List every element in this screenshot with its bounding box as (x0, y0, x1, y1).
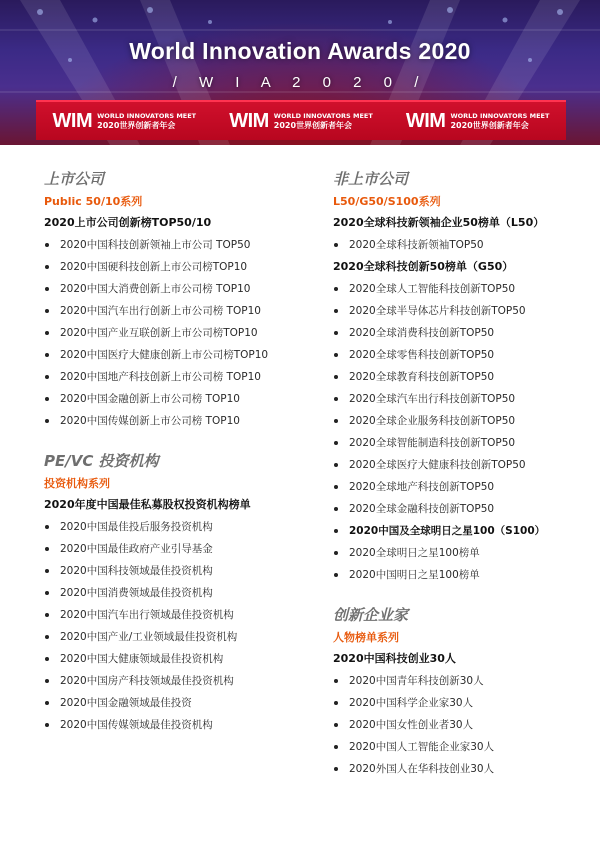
list-item: 2020全球半导体芯片科技创新TOP50 (333, 300, 595, 322)
l50-award-list (333, 234, 595, 256)
list-item: 2020全球医疗大健康科技创新TOP50 (333, 454, 595, 476)
banner-subtitle: / W I A 2 0 2 0 / (172, 74, 428, 91)
list-item: 2020全球科技新领袖TOP50 (333, 234, 595, 256)
list-item: 2020全球汽车出行科技创新TOP50 (333, 388, 595, 410)
list-title-entrepreneurs: 2020中国科技创业30人 (333, 652, 456, 665)
wim-logo-en: WORLD INNOVATORS MEET (97, 112, 197, 120)
banner-title: World Innovation Awards 2020 (129, 38, 471, 64)
list-item: 2020全球智能制造科技创新TOP50 (333, 432, 595, 454)
right-column (333, 166, 595, 780)
section-title-entrepreneurs: 创新企业家 (333, 606, 409, 624)
section-title-unlisted: 非上市公司 (333, 170, 409, 188)
list-item: 2020中国汽车出行创新上市公司榜 TOP10 (44, 300, 314, 322)
wim-logo-text: WIM (405, 109, 446, 132)
wim-logo (406, 110, 550, 133)
list-title-listed: 2020上市公司创新榜TOP50/10 (44, 216, 212, 229)
list-item-s100-heading: 2020中国及全球明日之星100（S100） (333, 520, 595, 542)
stage-screen (36, 100, 566, 140)
list-title-g50: 2020全球科技创新50榜单（G50） (333, 260, 514, 273)
list-item: 2020中国产业/工业领域最佳投资机构 (44, 626, 314, 648)
series-label-people: 人物榜单系列 (333, 631, 399, 644)
list-item: 2020外国人在华科技创业30人 (333, 758, 595, 780)
list-item: 2020中国青年科技创新30人 (333, 670, 595, 692)
wim-logo-cn: 2020世界创新者年会 (273, 121, 353, 130)
header-banner (0, 0, 600, 145)
list-item: 2020全球企业服务科技创新TOP50 (333, 410, 595, 432)
section-title-pevc: PE/VC 投资机构 (44, 452, 159, 470)
list-item: 2020中国医疗大健康创新上市公司榜TOP10 (44, 344, 314, 366)
list-item: 2020中国消费领域最佳投资机构 (44, 582, 314, 604)
list-item: 2020中国人工智能企业家30人 (333, 736, 595, 758)
list-item: 2020中国大健康领域最佳投资机构 (44, 648, 314, 670)
list-item: 2020中国金融创新上市公司榜 TOP10 (44, 388, 314, 410)
g50-award-list (333, 278, 595, 586)
list-item: 2020中国女性创业者30人 (333, 714, 595, 736)
list-item: 2020中国明日之星100榜单 (333, 564, 595, 586)
list-item: 2020中国科学企业家30人 (333, 692, 595, 714)
wim-logo-en: WORLD INNOVATORS MEET (450, 112, 550, 120)
list-item: 2020中国房产科技领域最佳投资机构 (44, 670, 314, 692)
list-item: 2020中国硬科技创新上市公司榜TOP10 (44, 256, 314, 278)
entrepreneurs-award-list (333, 670, 595, 780)
list-item: 2020中国最佳政府产业引导基金 (44, 538, 314, 560)
wim-logo-en: WORLD INNOVATORS MEET (273, 112, 373, 120)
list-item: 2020中国金融领域最佳投资 (44, 692, 314, 714)
wim-logo-text: WIM (229, 109, 269, 132)
list-item: 2020中国汽车出行领域最佳投资机构 (44, 604, 314, 626)
list-item: 2020全球教育科技创新TOP50 (333, 366, 595, 388)
series-label-investors: 投资机构系列 (44, 477, 110, 490)
list-item: 2020中国产业互联创新上市公司榜TOP10 (44, 322, 314, 344)
list-title-pevc: 2020年度中国最佳私募股权投资机构榜单 (44, 498, 251, 511)
list-title-l50: 2020全球科技新领袖企业50榜单（L50） (333, 216, 545, 229)
list-item: 2020全球明日之星100榜单 (333, 542, 595, 564)
wim-logo-cn: 2020世界创新者年会 (97, 121, 176, 130)
list-item: 2020中国最佳投后服务投资机构 (44, 516, 314, 538)
wim-logo-text: WIM (52, 109, 93, 132)
left-column (44, 166, 314, 736)
listed-award-list (44, 234, 314, 432)
list-item: 2020全球消费科技创新TOP50 (333, 322, 595, 344)
wim-logo (229, 110, 373, 133)
list-item: 2020中国传媒创新上市公司榜 TOP10 (44, 410, 314, 432)
section-title-listed: 上市公司 (44, 170, 105, 188)
wim-logo (53, 110, 197, 133)
list-item: 2020中国传媒领域最佳投资机构 (44, 714, 314, 736)
list-item: 2020中国科技领域最佳投资机构 (44, 560, 314, 582)
series-label-public: Public 50/10系列 (44, 195, 143, 208)
list-item: 2020中国地产科技创新上市公司榜 TOP10 (44, 366, 314, 388)
list-item: 2020中国大消费创新上市公司榜 TOP10 (44, 278, 314, 300)
list-item: 2020中国科技创新领袖上市公司 TOP50 (44, 234, 314, 256)
list-item: 2020全球金融科技创新TOP50 (333, 498, 595, 520)
wim-logo-cn: 2020世界创新者年会 (450, 121, 529, 130)
list-item: 2020全球人工智能科技创新TOP50 (333, 278, 595, 300)
series-label-lgs: L50/G50/S100系列 (333, 195, 441, 208)
list-item: 2020全球地产科技创新TOP50 (333, 476, 595, 498)
pevc-award-list (44, 516, 314, 736)
list-item: 2020全球零售科技创新TOP50 (333, 344, 595, 366)
